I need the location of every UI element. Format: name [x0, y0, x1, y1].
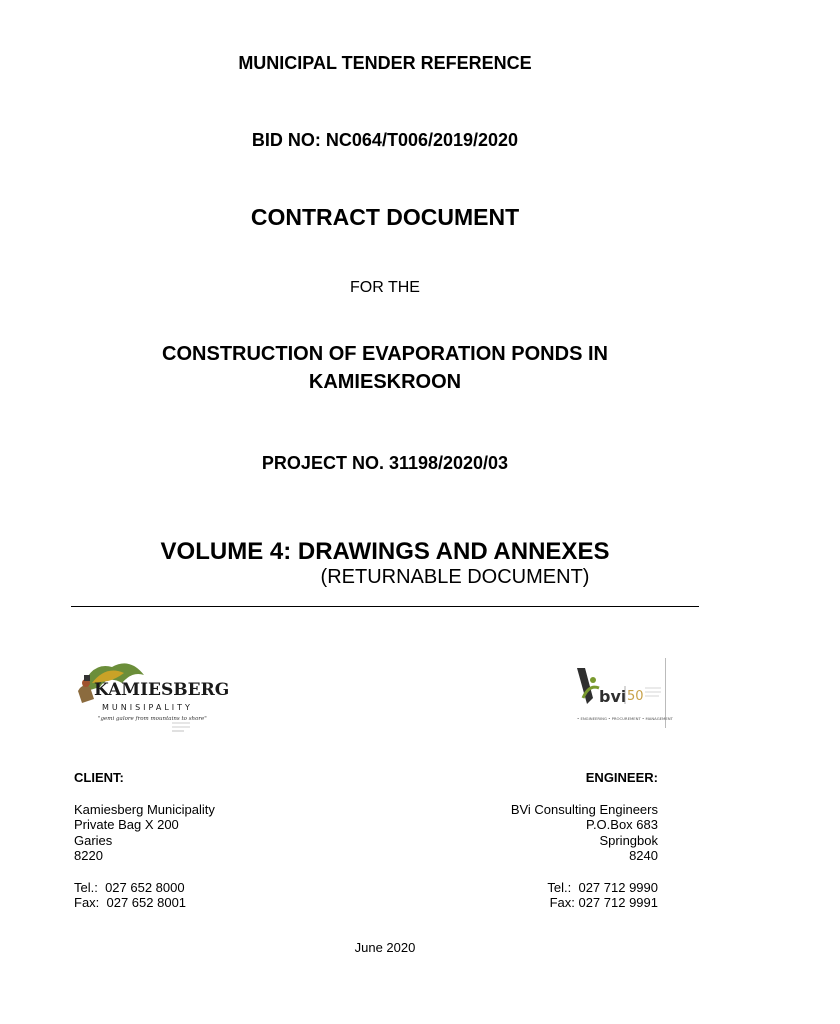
- svg-text:• ENGINEERING • PROCUREMENT •: • ENGINEERING • PROCUREMENT • MANAGEMENT: [577, 716, 673, 721]
- client-fax: Fax: 027 652 8001: [74, 895, 187, 910]
- for-the-text: FOR THE: [350, 279, 420, 296]
- svg-text:50: 50: [627, 689, 644, 704]
- bvi-logo: [571, 658, 673, 728]
- client-name: Kamiesberg Municipality: [74, 801, 215, 817]
- engineer-tel: Tel.: 027 712 9990: [547, 879, 658, 895]
- engineer-fax: Fax: 027 712 9991: [549, 895, 658, 910]
- engineer-address-3: 8240: [629, 848, 658, 863]
- project-title-line1: CONSTRUCTION OF EVAPORATION PONDS IN: [162, 343, 608, 365]
- client-tel: Tel.: 027 652 8000: [74, 879, 185, 895]
- engineer-address-2: Springbok: [599, 832, 658, 848]
- client-address-3: 8220: [74, 848, 103, 863]
- engineer-label: ENGINEER:: [585, 770, 658, 785]
- tender-reference: MUNICIPAL TENDER REFERENCE: [238, 53, 532, 73]
- returnable-note: (RETURNABLE DOCUMENT): [320, 566, 590, 588]
- bvi-logo-graphic: [571, 658, 673, 728]
- engineer-block: [511, 770, 658, 911]
- document-title: CONTRACT DOCUMENT: [250, 204, 520, 230]
- client-address-1: Private Bag X 200: [74, 817, 179, 832]
- bid-number: BID NO: NC064/T006/2019/2020: [251, 130, 519, 150]
- client-address-2: Garies: [74, 832, 113, 848]
- document-date: June 2020: [354, 940, 416, 955]
- horizontal-rule: [71, 606, 699, 607]
- svg-text:MUNISIPALITY: MUNISIPALITY: [102, 703, 193, 712]
- engineer-address-1: P.O.Box 683: [585, 817, 658, 832]
- project-number: PROJECT NO. 31198/2020/03: [261, 453, 509, 473]
- project-title-line2: KAMIESKROON: [308, 371, 462, 393]
- svg-text:"gemi galore from mountains to: "gemi galore from mountains to shore": [98, 716, 207, 722]
- engineer-name: BVi Consulting Engineers: [510, 801, 658, 817]
- client-block: [74, 770, 215, 911]
- svg-text:bvi: bvi: [599, 687, 627, 706]
- volume-title: VOLUME 4: DRAWINGS AND ANNEXES: [160, 538, 610, 565]
- svg-text:KAMIESBERG: KAMIESBERG: [94, 680, 230, 700]
- kamiesberg-logo-graphic: [72, 653, 230, 739]
- client-label: CLIENT:: [74, 770, 124, 785]
- kamiesberg-logo: [72, 653, 230, 739]
